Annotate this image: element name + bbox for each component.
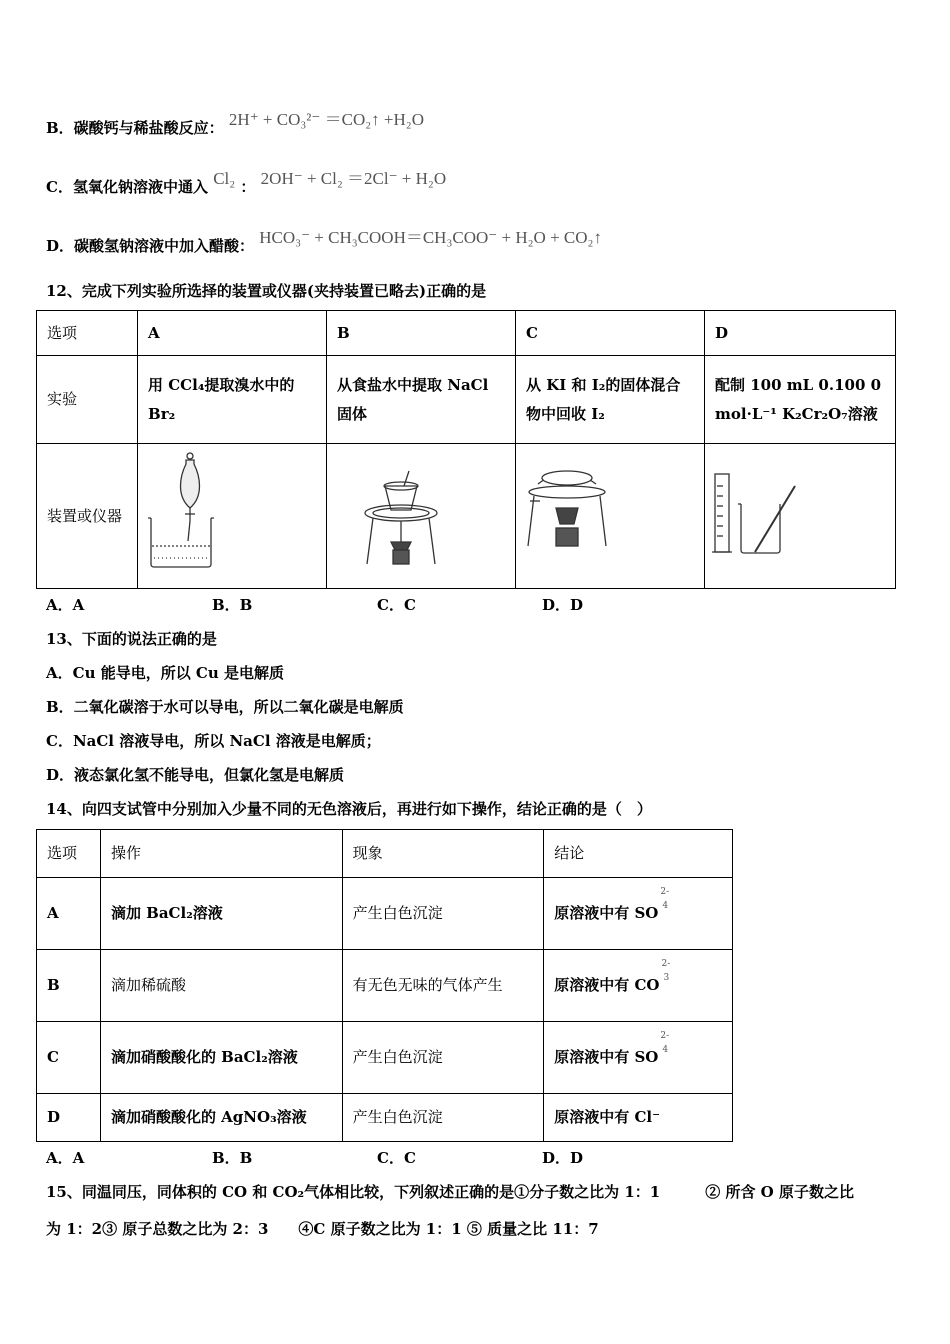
q13-option-d[interactable]: D．液态氯化氢不能导电，但氯化氢是电解质 (46, 766, 345, 784)
q14-row-a-conclusion-text: 原溶液中有 SO (554, 904, 659, 923)
table-row (37, 950, 733, 1022)
table-row (37, 1022, 733, 1094)
q13-stem: 13、下面的说法正确的是 (46, 630, 217, 648)
q12-col-c-key: C (516, 311, 705, 356)
q14-header-operation: 操作 (100, 830, 342, 878)
q12-col-b-apparatus (327, 444, 516, 589)
q11-option-c-label: C．氢氧化钠溶液中通入 (46, 178, 208, 196)
q14-row-a-key: A (37, 878, 101, 950)
q12-stem: 12、完成下列实验所选择的装置或仪器(夹持装置已略去)正确的是 (46, 282, 487, 300)
q14-row-b-ion (659, 959, 673, 990)
q12-header-option: 选项 (37, 311, 138, 356)
q14-row-d-key: D (37, 1094, 101, 1142)
q14-row-b-phenomenon: 有无色无味的气体产生 (342, 950, 544, 1022)
q15-stem-line1: 15、同温同压，同体积的 CO 和 CO₂气体相比较，下列叙述正确的是①分子数之比为 1：1 ② 所含 O 原子数之比 (46, 1183, 854, 1201)
q12-option-d[interactable]: D．D (542, 596, 584, 614)
q14-table (36, 829, 733, 1142)
q14-row-c-phenomenon: 产生白色沉淀 (342, 1022, 544, 1094)
q14-row-b-conclusion-text: 原溶液中有 CO (554, 976, 660, 995)
table-row (37, 444, 896, 589)
q14-row-a-conclusion (544, 878, 733, 950)
q14-row-b-key: B (37, 950, 101, 1022)
q12-table (36, 310, 896, 589)
q12-col-d-apparatus (705, 444, 896, 589)
q14-row-c-operation: 滴加硝酸酸化的 BaCl₂溶液 (100, 1022, 342, 1094)
q12-option-b[interactable]: B．B (212, 596, 253, 614)
q14-row-a-operation: 滴加 BaCl₂溶液 (100, 878, 342, 950)
q12-col-c-apparatus (516, 444, 705, 589)
q14-option-a[interactable]: A．A (46, 1149, 85, 1167)
q14-row-a-phenomenon: 产生白色沉淀 (342, 878, 544, 950)
q14-header-option: 选项 (37, 830, 101, 878)
q12-col-b-experiment: 从食盐水中提取 NaCl 固体 (327, 356, 516, 444)
ion-charge: 2- (660, 887, 670, 898)
q11-option-b (46, 110, 424, 138)
q11-option-d-label: D．碳酸氢钠溶液中加入醋酸： (46, 237, 255, 255)
q12-option-a[interactable]: A．A (46, 596, 85, 614)
q12-header-experiment: 实验 (37, 356, 138, 444)
q13-option-c[interactable]: C．NaCl 溶液导电，所以 NaCl 溶液是电解质； (46, 732, 381, 750)
q14-row-c-key: C (37, 1022, 101, 1094)
q13-option-a[interactable]: A．Cu 能导电，所以 Cu 是电解质 (46, 664, 284, 682)
evaporating-dish-on-tripod-icon (516, 446, 704, 586)
q14-row-c-conclusion-text: 原溶液中有 SO (554, 1048, 659, 1067)
q12-col-d-experiment: 配制 100 mL 0.100 0 mol·L⁻¹ K₂Cr₂O₇溶液 (705, 356, 896, 444)
table-row (37, 878, 733, 950)
q12-col-d-key: D (705, 311, 896, 356)
q14-option-b[interactable]: B．B (212, 1149, 253, 1167)
q14-option-d[interactable]: D．D (542, 1149, 584, 1167)
q14-row-c-conclusion (544, 1022, 733, 1094)
q12-header-apparatus: 装置或仪器 (37, 444, 138, 589)
q14-row-d-phenomenon: 产生白色沉淀 (342, 1094, 544, 1142)
q14-row-c-ion (658, 1031, 672, 1062)
q14-row-b-conclusion (544, 950, 733, 1022)
ion-subscript: 4 (662, 901, 669, 912)
table-row (37, 830, 733, 878)
q14-row-a-ion (658, 887, 672, 918)
q12-col-a-apparatus (138, 444, 327, 589)
q14-row-b-operation: 滴加稀硫酸 (100, 950, 342, 1022)
q11-option-b-formula: 2H⁺ + CO₃²⁻ ＝CO₂↑ +H₂O (228, 110, 424, 129)
table-row (37, 356, 896, 444)
crucible-on-tripod-icon (327, 446, 515, 586)
q14-row-d-operation: 滴加硝酸酸化的 AgNO₃溶液 (100, 1094, 342, 1142)
ion-subscript: 4 (662, 1045, 669, 1056)
ion-charge: 2- (660, 1031, 670, 1042)
table-row (37, 1094, 733, 1142)
separatory-funnel-icon (138, 446, 326, 586)
ion-subscript: 3 (663, 973, 670, 984)
q11-option-c-formula: 2OH⁻ + Cl₂ ＝2Cl⁻ + H₂O (260, 169, 447, 188)
q11-option-c (46, 169, 447, 197)
table-row (37, 311, 896, 356)
q14-header-conclusion: 结论 (544, 830, 733, 878)
q15-stem-line2: 为 1：2③ 原子总数之比为 2：3 ④C 原子数之比为 1：1 ⑤ 质量之比 11：7 (46, 1220, 599, 1238)
q12-col-c-experiment: 从 KI 和 I₂的固体混合物中回收 I₂ (516, 356, 705, 444)
q11-option-c-gas: Cl₂ (213, 169, 236, 188)
q11-option-d-formula: HCO₃⁻ + CH₃COOH＝CH₃COO⁻ + H₂O + CO₂↑ (259, 228, 602, 247)
q12-option-c[interactable]: C．C (377, 596, 416, 614)
ion-charge: 2- (661, 959, 671, 970)
q14-row-d-conclusion: 原溶液中有 Cl⁻ (544, 1094, 733, 1142)
q14-option-c[interactable]: C．C (377, 1149, 416, 1167)
q13-option-b[interactable]: B．二氧化碳溶于水可以导电，所以二氧化碳是电解质 (46, 698, 404, 716)
q14-stem: 14、向四支试管中分别加入少量不同的无色溶液后，再进行如下操作，结论正确的是（ ） (46, 800, 652, 818)
q12-col-a-experiment: 用 CCl₄提取溴水中的 Br₂ (138, 356, 327, 444)
q14-header-phenomenon: 现象 (342, 830, 544, 878)
q11-option-d (46, 228, 602, 256)
q11-option-b-label: B．碳酸钙与稀盐酸反应： (46, 119, 224, 137)
q11-option-c-colon: ： (240, 178, 256, 196)
q12-col-b-key: B (327, 311, 516, 356)
q12-col-a-key: A (138, 311, 327, 356)
graduated-cylinder-and-beaker-icon (705, 446, 893, 586)
